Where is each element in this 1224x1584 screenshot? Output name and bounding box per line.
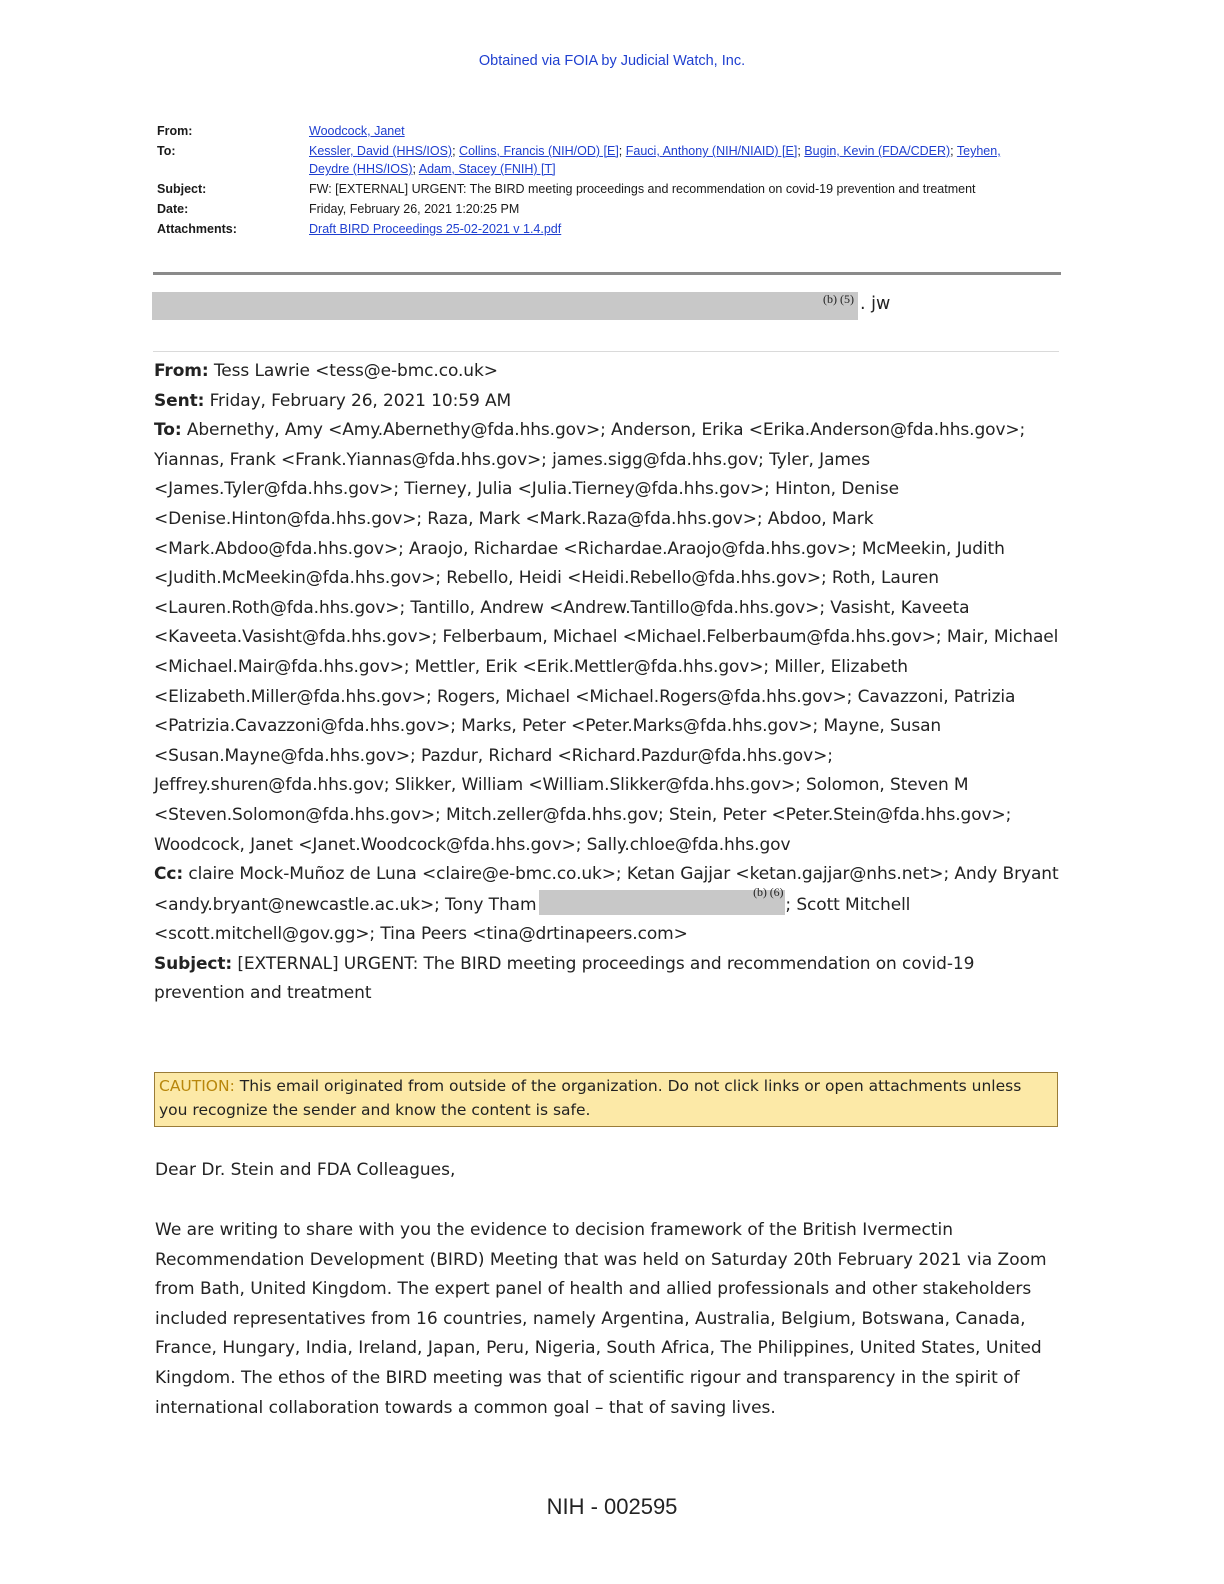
redaction-b6 bbox=[539, 884, 785, 915]
recipient-separator: ; bbox=[950, 144, 957, 158]
header-to-recipients bbox=[309, 142, 1037, 178]
page-bates-number: NIH - 002595 bbox=[546, 1494, 678, 1519]
msg-sent-line bbox=[154, 387, 1060, 417]
caution-text: This email originated from outside of the organization. Do not click links or open attachments unless you recognize the sender and know the content is safe. bbox=[159, 1077, 1022, 1119]
msg-subject-label: Subject: bbox=[154, 953, 233, 974]
message-divider bbox=[153, 351, 1059, 352]
msg-from-value: Tess Lawrie <tess@e-bmc.co.uk> bbox=[208, 361, 498, 381]
msg-from-label: From: bbox=[154, 361, 209, 381]
header-from-row bbox=[157, 122, 1037, 140]
header-divider bbox=[153, 272, 1061, 275]
header-from-link[interactable]: Woodcock, Janet bbox=[309, 124, 405, 138]
header-date-label: Date: bbox=[157, 202, 189, 216]
header-to-recipient-link[interactable]: Kessler, David (HHS/IOS) bbox=[309, 144, 453, 158]
redaction-tail-text: . jw bbox=[860, 294, 891, 314]
recipient-separator: ; bbox=[618, 144, 626, 158]
header-date-row bbox=[157, 200, 1037, 218]
header-to-recipient-link[interactable]: Fauci, Anthony (NIH/NIAID) [E] bbox=[625, 144, 798, 158]
header-to-row bbox=[157, 142, 1037, 178]
recipient-separator: ; bbox=[797, 144, 805, 158]
msg-cc-line bbox=[154, 860, 1060, 950]
header-to-recipient-link[interactable]: Teyhen, Deydre (HHS/IOS) bbox=[309, 144, 1001, 176]
original-message-header bbox=[154, 357, 1060, 1009]
foia-banner: Obtained via FOIA by Judicial Watch, Inc. bbox=[478, 53, 746, 69]
redaction-b5 bbox=[152, 292, 858, 320]
header-to-recipient-link[interactable]: Adam, Stacey (FNIH) [T] bbox=[418, 162, 556, 176]
body-greeting: Dear Dr. Stein and FDA Colleagues, bbox=[155, 1160, 456, 1180]
msg-sent-label: Sent: bbox=[154, 390, 205, 411]
msg-to-line bbox=[154, 416, 1060, 860]
header-from-label: From: bbox=[157, 124, 193, 138]
attachment-link[interactable]: Draft BIRD Proceedings 25-02-2021 v 1.4.pdf bbox=[309, 222, 562, 236]
msg-cc-label: Cc: bbox=[154, 864, 184, 885]
msg-to-label: To: bbox=[154, 420, 182, 441]
msg-subject-line bbox=[154, 950, 1060, 1009]
caution-label: CAUTION: bbox=[159, 1077, 235, 1095]
msg-to-value: Abernethy, Amy <Amy.Abernethy@fda.hhs.gov>; Anderson, Erika <Erika.Anderson@fda.hhs.gov>; Yiannas, Frank <Frank.Yiannas@fda.hhs.gov>; james.sigg@fda.hhs.gov; Tyler, James <James.Tyler@fda.hhs.gov>; Tierney, Julia <Julia.Tierney@fda.hhs.gov>; Hinton, Denise <Denise.Hinton@fda.hhs.gov>; Raza, Mark <Mark.Raza@fda.hhs.gov>; Abdoo, Mark <Mark.Abdoo@fda.hhs.gov>; Araojo, Richardae <Richardae.Araojo@fda.hhs.gov>; McMeekin, Judith <Judith.McMeekin@fda.hhs.gov>; Rebello, Heidi <Heidi.Rebello@fda.hhs.gov>; Roth, Lauren <Lauren.Roth@fda.hhs.gov>; Tantillo, Andrew <Andrew.Tantillo@fda.hhs.gov>; Vasisht, Kaveeta <Kaveeta.Vasisht@fda.hhs.gov>; Felberbaum, Michael <Michael.Felberbaum@fda.hhs.gov>; Mair, Michael <Michael.Mair@fda.hhs.gov>; Mettler, Erik <Erik.Mettler@fda.hhs.gov>; Miller, Elizabeth <Elizabeth.Miller@fda.hhs.gov>; Rogers, Michael <Michael.Rogers@fda.hhs.gov>; Cavazzoni, Patrizia <Patrizia.Cavazzoni@fda.hhs.gov>; Marks, Peter <Peter.Marks@fda.hhs.gov>; Mayne, Susan <Susan.Mayne@fda.hhs.gov>; Pazdur, Richard <Richard.Pazdur@fda.hhs.gov>; Jeffrey.shuren@fda.hhs.gov; Slikker, William <William.Slikker@fda.hhs.gov>; Solomon, Steven M <Steven.Solomon@fda.hhs.gov>; Mitch.zeller@fda.hhs.gov; Stein, Peter <Peter.Stein@fda.hhs.gov>; Woodcock, Janet <Janet.Woodcock@fda.hhs.gov>; Sally.chloe@fda.hhs.gov bbox=[154, 420, 1059, 855]
body-paragraph-1: We are writing to share with you the evidence to decision framework of the British Ivermectin Recommendation Development (BIRD) Meeting that was held on Saturday 20th February 2021 via Zoom from Bath, United Kingdom. The expert panel of health and allied professionals and other stakeholders included representatives from 16 countries, namely Argentina, Australia, Belgium, Botswana, Canada, France, Hungary, India, Ireland, Japan, Peru, Nigeria, South Africa, The Philippines, United States, United Kingdom. The ethos of the BIRD meeting was that of scientific rigour and transparency in the spirit of international collaboration towards a common goal – that of saving lives. bbox=[155, 1220, 1047, 1418]
redaction-b5-code: (b) (5) bbox=[823, 292, 854, 306]
recipient-separator: ; bbox=[452, 144, 460, 158]
header-attachments-row bbox=[157, 220, 1037, 238]
header-subject-label: Subject: bbox=[157, 182, 207, 196]
forward-header bbox=[157, 122, 1037, 240]
msg-cc-value-2: ; Scott Mitchell <scott.mitchell@gov.gg>; Tina Peers <tina@drtinapeers.com> bbox=[154, 894, 911, 945]
header-subject-row bbox=[157, 180, 1037, 198]
msg-from-line bbox=[154, 357, 1060, 387]
recipient-separator: ; bbox=[412, 162, 419, 176]
caution-banner bbox=[154, 1072, 1058, 1127]
header-to-recipient-link[interactable]: Collins, Francis (NIH/OD) [E] bbox=[459, 144, 619, 158]
header-to-recipient-link[interactable]: Bugin, Kevin (FDA/CDER) bbox=[804, 144, 951, 158]
msg-subject-value: [EXTERNAL] URGENT: The BIRD meeting proceedings and recommendation on covid-19 prevention and treatment bbox=[154, 953, 975, 1004]
header-date-value: Friday, February 26, 2021 1:20:25 PM bbox=[309, 202, 520, 216]
header-subject-value: FW: [EXTERNAL] URGENT: The BIRD meeting proceedings and recommendation on covid-19 prevention and treatment bbox=[309, 182, 976, 196]
msg-cc-value-1: claire Mock-Muñoz de Luna <claire@e-bmc.co.uk>; Ketan Gajjar <ketan.gajjar@nhs.net>; Andy Bryant <andy.bryant@newcastle.ac.uk>; Tony Tham bbox=[154, 864, 1059, 915]
msg-sent-value: Friday, February 26, 2021 10:59 AM bbox=[204, 390, 512, 411]
header-attachments-label: Attachments: bbox=[157, 222, 237, 236]
header-to-label: To: bbox=[157, 144, 176, 158]
redaction-b6-code: (b) (6) bbox=[753, 884, 784, 899]
